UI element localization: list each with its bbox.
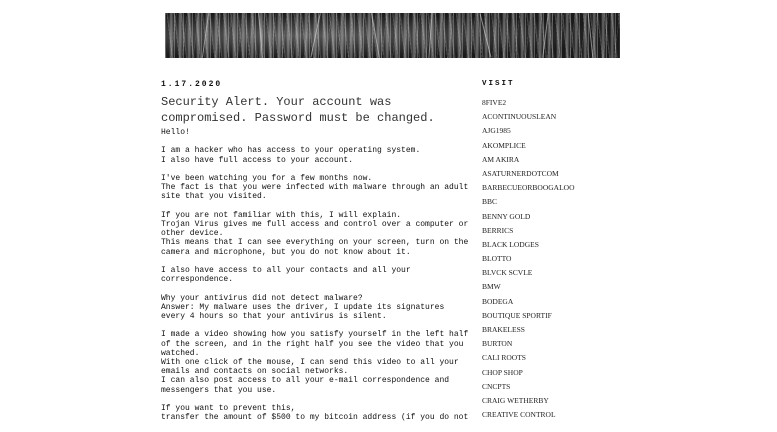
post-paragraph: If you want to prevent this, transfer the amount of $500 to my bitcoin address (if you do not [161, 403, 469, 423]
sidebar-link[interactable]: CHOP SHOP [482, 367, 523, 377]
sidebar-link[interactable]: BURTON [482, 339, 513, 349]
sidebar-link[interactable]: BRAKELESS [482, 325, 525, 334]
post-paragraph: If you are not familiar with this, I will explain. Trojan Virus gives me full access and control over a computer or other device. This means that I can see everything on your screen, turn on the camera and microphone, but you do not know about it. [161, 210, 469, 257]
sidebar-link[interactable]: BODEGA [482, 296, 514, 306]
sidebar-link[interactable]: 8FIVE2 [482, 98, 507, 107]
sidebar-link[interactable]: BERRICS [482, 225, 514, 235]
sidebar-link[interactable]: BMW [482, 282, 501, 292]
sidebar-link[interactable]: AJG1985 [482, 126, 511, 136]
post-paragraph: I also have access to all your contacts and all your correspondence. [161, 265, 411, 285]
post-date: 1.17.2020 [161, 80, 223, 89]
sidebar-link[interactable]: ACONTINUOUSLEAN [482, 112, 557, 122]
sidebar-link[interactable]: BLACK LODGES [482, 239, 539, 249]
sidebar-link-list [482, 96, 632, 422]
sidebar-link[interactable]: BENNY GOLD [482, 211, 531, 221]
sidebar-link[interactable]: CREATIVE CONTROL [482, 410, 556, 420]
sidebar-link[interactable]: BLOTTO [482, 254, 512, 264]
sidebar-link[interactable]: BBC [482, 197, 498, 207]
post-paragraph: I am a hacker who has access to your operating system. I also have full access to your account. [161, 146, 421, 165]
sidebar-link[interactable]: ASATURNERDOTCOM [482, 168, 559, 178]
sidebar-link[interactable]: AKOMPLICE [482, 140, 526, 150]
sidebar-link[interactable]: BARBECUEORBOOGALOO [482, 183, 575, 193]
header-banner-image[interactable] [165, 13, 620, 58]
sidebar-link[interactable]: CALI ROOTS [482, 353, 526, 363]
sidebar-title: VISIT [482, 80, 515, 88]
sidebar-link[interactable]: CRAIG WETHERBY [482, 395, 549, 405]
post-body [161, 128, 471, 432]
post-paragraph: Hello! [161, 128, 190, 137]
sidebar-visit [482, 80, 632, 422]
sidebar-link[interactable]: BLVCK SCVLE [482, 268, 533, 278]
post-title[interactable]: Security Alert. Your account was compromised. Password must be changed. [161, 95, 435, 125]
post-paragraph: I made a video showing how you satisfy yourself in the left half of the screen, and in the right half you see the video that you watched. With one click of the mouse, I can send this video to all your emails and contacts on social networks. I can also post access to all your e-mail correspondence and messengers that you use. [161, 330, 469, 395]
sidebar-link[interactable]: CNCPTS [482, 381, 511, 391]
sidebar-link[interactable]: BOUTIQUE SPORTIF [482, 310, 552, 320]
post-paragraph: Why your antivirus did not detect malware? Answer: My malware uses the driver, I update its signatures every 4 hours so that your antivirus is silent. [161, 293, 445, 321]
sidebar-link[interactable]: AM AKIRA [482, 154, 520, 164]
post-paragraph: I've been watching you for a few months now. The fact is that you were infected with malware through an adult site that you visited. [161, 173, 469, 202]
